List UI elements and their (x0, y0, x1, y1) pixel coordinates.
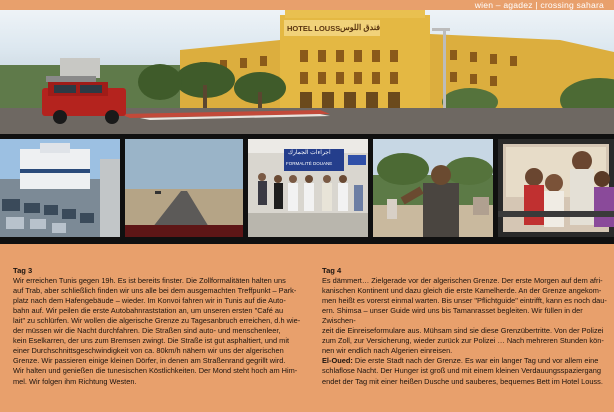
text-line: der müssen wir die Nacht durchfahren. Die Straßen sind auto- und menschenleer, (13, 326, 281, 336)
hotel-sign-arabic: فندق اللوس (340, 23, 381, 32)
day-heading-tag4: Tag 4 (322, 266, 342, 275)
border-sign-latin: FORMALITÉ DOUANE (286, 161, 333, 166)
thumb-ferry-harbour (0, 139, 120, 237)
text-line: endet der Tag mit einer heißen Dusche und sauberes, bequemes Bett im Hotel Louss. (322, 376, 603, 386)
header-title: wien – agadez | crossing sahara (474, 0, 604, 10)
text-line: zeit die Einreiseformulare aus. Mühsam sind sie diese Grenzübertritte. Von der Polizei (322, 326, 604, 336)
text-line: kanischen Kontinent und dazu gleich die erste Kamelherde. An der Grenze angekom- (322, 286, 602, 296)
text-line: Es dämmert… Zielgerade vor der algerischen Grenze. Der erste Morgen auf dem afri- (322, 276, 603, 286)
subheading-el-oued: El-Oued: (322, 356, 353, 366)
text-line: auf Trab, aber schließlich finden wir uns alle bei dem ausgemachten Treffpunkt – Park- (13, 286, 297, 296)
text-line: Wir erreichen Tunis gegen 19h. Es ist bereits finster. Die Zollformalitäten halten uns (13, 276, 286, 286)
text-line: platz nach dem Hafengebäude – wieder. Im Konvoi fahren wir in Tunis auf die Auto- (13, 296, 286, 306)
thumb-border-post (248, 139, 368, 237)
text-line: Wir halten und genießen die tunesischen Köstlichkeiten. Der Mond steht hoch am Him- (13, 366, 298, 376)
text-line: men heißt es vorerst einmal warten. Bis unser "Pflichtguide" eintrifft, kann es noch dau- (322, 296, 607, 306)
text-line-fragment: Die erste Stadt nach der Grenze. Es war ein langer Tag und vor allem eine (352, 356, 599, 366)
text-line: einer Durchschnittsgeschwindigkeit von ca. 80km/h nähern wir uns der algerischen (13, 346, 284, 356)
thumb-guide-waving (373, 139, 493, 237)
text-line: ern. Shimsa – unser Guide wird uns bis Tamanrasset begleiten. Wir füllen in der Zwischen- (322, 306, 583, 326)
left-text-column (13, 266, 307, 387)
day-heading-tag3: Tag 3 (13, 266, 33, 275)
text-line: mel. Wir folgen ihm Richtung Westen. (13, 376, 137, 386)
right-text-column (322, 266, 612, 387)
hero-photo-hotel (0, 10, 614, 134)
text-line: kein Eselkarren, der uns zum Bremsen zwingt. Die Straße ist gut asphaltiert, und mit (13, 336, 290, 346)
text-line: Grenze. Wir passieren einige kleinen Dörfer, in denen am Straßenrand gegrillt wird. (13, 356, 286, 366)
text-line: lait" zu schlürfen. Wir wollen die algerische Grenze zu Tagesanbruch erreichen, d.h wie- (13, 316, 301, 326)
text-line (322, 356, 612, 366)
border-sign-arabic: اجراءات الجمارك (288, 150, 331, 156)
hotel-sign-latin: HOTEL LOUSS (287, 24, 341, 33)
text-line: bahn auf. Wir peilen die erste Autobahnraststation an, um unseren ersten "Café au (13, 306, 284, 316)
thumb-children-car-window (498, 139, 614, 237)
text-line: nen wir endlich nach Algerien einreisen. (322, 346, 453, 356)
page-header (0, 0, 614, 10)
thumb-desert-road (125, 139, 243, 237)
text-line: schlaflose Nacht. Der Hunger ist groß und mit einem kleinen Verdauungsspaziergang (322, 366, 601, 376)
text-line: zum Zoll, zur Versicherung, wieder zurück zur Polizei … Nach mehreren Stunden kön- (322, 336, 604, 346)
